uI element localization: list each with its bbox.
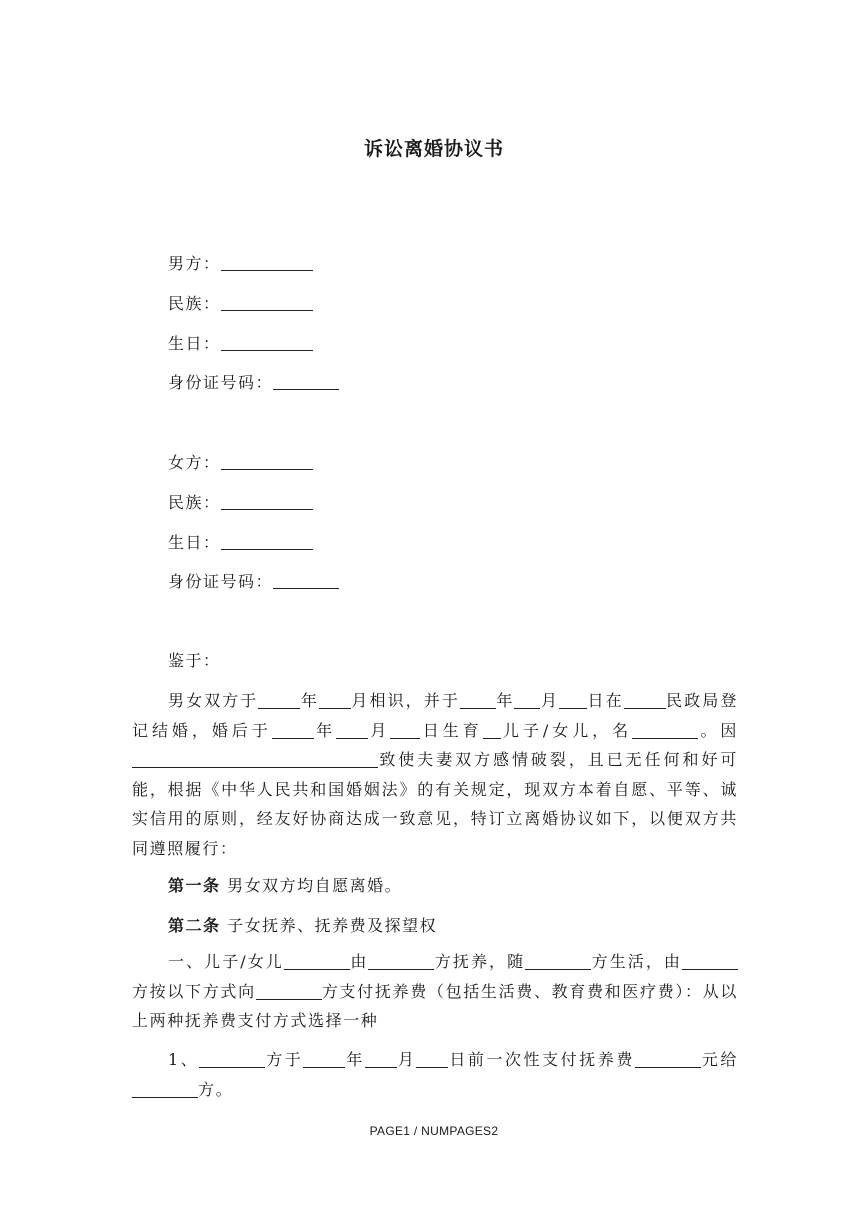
blank[interactable]	[635, 1050, 701, 1068]
blank[interactable]	[483, 721, 501, 739]
article-2-text: 子女抚养、抚养费及探望权	[227, 916, 438, 935]
blank[interactable]	[632, 721, 698, 739]
preamble-text: 月	[368, 720, 391, 740]
clause-text: 日前一次性支付抚养费	[448, 1050, 635, 1069]
clause-2-block	[132, 1045, 738, 1104]
article-1-text: 男女双方均自愿离婚。	[227, 876, 403, 895]
male-ethnicity-field	[168, 292, 313, 314]
blank[interactable]	[368, 952, 434, 970]
male-id-field	[168, 371, 339, 393]
preamble-text: 月	[540, 691, 560, 710]
female-name-field	[168, 451, 313, 473]
preamble-text: 日在	[587, 691, 624, 710]
preamble-paragraph	[132, 686, 738, 863]
clause-text: 年	[345, 1050, 365, 1069]
blank[interactable]	[624, 691, 666, 709]
clause-1-block	[132, 947, 738, 1036]
preamble-text: 男女双方于	[168, 691, 259, 710]
blank[interactable]	[319, 691, 351, 709]
clause-text: 方支付抚养费（包括生活费、教育费和医疗费）：从以上两种抚养费支付方式选择一种	[132, 981, 739, 1030]
male-ethnicity-blank[interactable]	[221, 294, 313, 311]
blank[interactable]	[199, 1050, 265, 1068]
clause-text: 由	[349, 952, 369, 971]
preamble-text: 月相识，并于	[350, 691, 460, 710]
clause-text: 方按以下方式向	[132, 981, 256, 1001]
preamble-text: 年	[300, 691, 319, 710]
female-name-label: 女方：	[168, 453, 221, 472]
blank[interactable]	[284, 952, 350, 970]
female-birthday-field	[168, 531, 313, 553]
blank[interactable]	[258, 691, 300, 709]
clause-text: 一、儿子/女儿	[168, 952, 284, 971]
blank[interactable]	[365, 1050, 397, 1068]
female-ethnicity-blank[interactable]	[221, 493, 313, 510]
clause-text: 方抚养，随	[434, 952, 526, 971]
preamble-text: 致使夫妻双方感情破裂，且已无任何和好可能，根据《中华人民共和国婚姻法》的有关规定，现双方本着自愿、平等、诚实信用的原则，经友好协商达成一致意见，特订立离婚协议如下，以便双方共同遵照履行：	[132, 750, 738, 858]
preamble-block	[132, 686, 738, 863]
male-birthday-field	[168, 332, 313, 354]
blank[interactable]	[514, 691, 540, 709]
male-name-label: 男方：	[168, 254, 221, 273]
blank[interactable]	[132, 750, 378, 768]
article-1-heading: 第一条	[168, 876, 221, 895]
female-id-field	[168, 570, 339, 592]
blank[interactable]	[390, 721, 420, 739]
clause-text: 方于	[265, 1050, 304, 1069]
blank[interactable]	[416, 1050, 448, 1068]
document-title: 诉讼离婚协议书	[363, 138, 504, 160]
clause-text: 方生活，由	[591, 952, 682, 971]
blank[interactable]	[682, 952, 738, 970]
male-ethnicity-label: 民族：	[168, 294, 221, 313]
preamble-text: 民政局登记结婚，婚后于	[132, 691, 738, 740]
male-name-blank[interactable]	[221, 254, 313, 271]
preamble-text: 日生育	[420, 720, 483, 740]
male-birthday-label: 生日：	[168, 334, 221, 353]
article-1	[168, 873, 402, 896]
page-footer: PAGE1 / NUMPAGES2	[369, 1124, 499, 1138]
preamble-text: 儿子/女儿，名	[500, 720, 633, 740]
clause-text: 月	[396, 1050, 417, 1069]
clause-1-paragraph	[132, 947, 738, 1036]
clause-text: 方。	[198, 1079, 234, 1099]
female-ethnicity-label: 民族：	[168, 493, 221, 512]
blank[interactable]	[303, 1050, 345, 1068]
female-name-blank[interactable]	[221, 453, 313, 470]
female-id-label: 身份证号码：	[168, 572, 274, 591]
preamble-text: 年	[313, 720, 337, 740]
clause-text: 元给	[700, 1050, 738, 1069]
female-birthday-label: 生日：	[168, 533, 221, 552]
male-name-field	[168, 252, 313, 274]
blank[interactable]	[460, 691, 496, 709]
female-ethnicity-field	[168, 491, 313, 513]
clause-2-paragraph	[132, 1045, 738, 1104]
article-2	[168, 913, 437, 936]
blank[interactable]	[525, 952, 591, 970]
blank[interactable]	[256, 982, 322, 1000]
female-birthday-blank[interactable]	[221, 533, 313, 550]
male-id-blank[interactable]	[273, 373, 339, 390]
blank[interactable]	[336, 721, 368, 739]
preamble-text: 。因	[698, 720, 739, 740]
clause-text: 1、	[168, 1050, 200, 1069]
preamble-text: 年	[495, 691, 515, 710]
article-2-heading: 第二条	[168, 916, 221, 935]
blank[interactable]	[132, 1080, 198, 1098]
female-id-blank[interactable]	[273, 572, 339, 589]
male-id-label: 身份证号码：	[168, 373, 274, 392]
blank[interactable]	[272, 721, 314, 739]
whereas-label: 鉴于：	[168, 651, 221, 670]
blank[interactable]	[559, 691, 587, 709]
male-birthday-blank[interactable]	[221, 334, 313, 351]
